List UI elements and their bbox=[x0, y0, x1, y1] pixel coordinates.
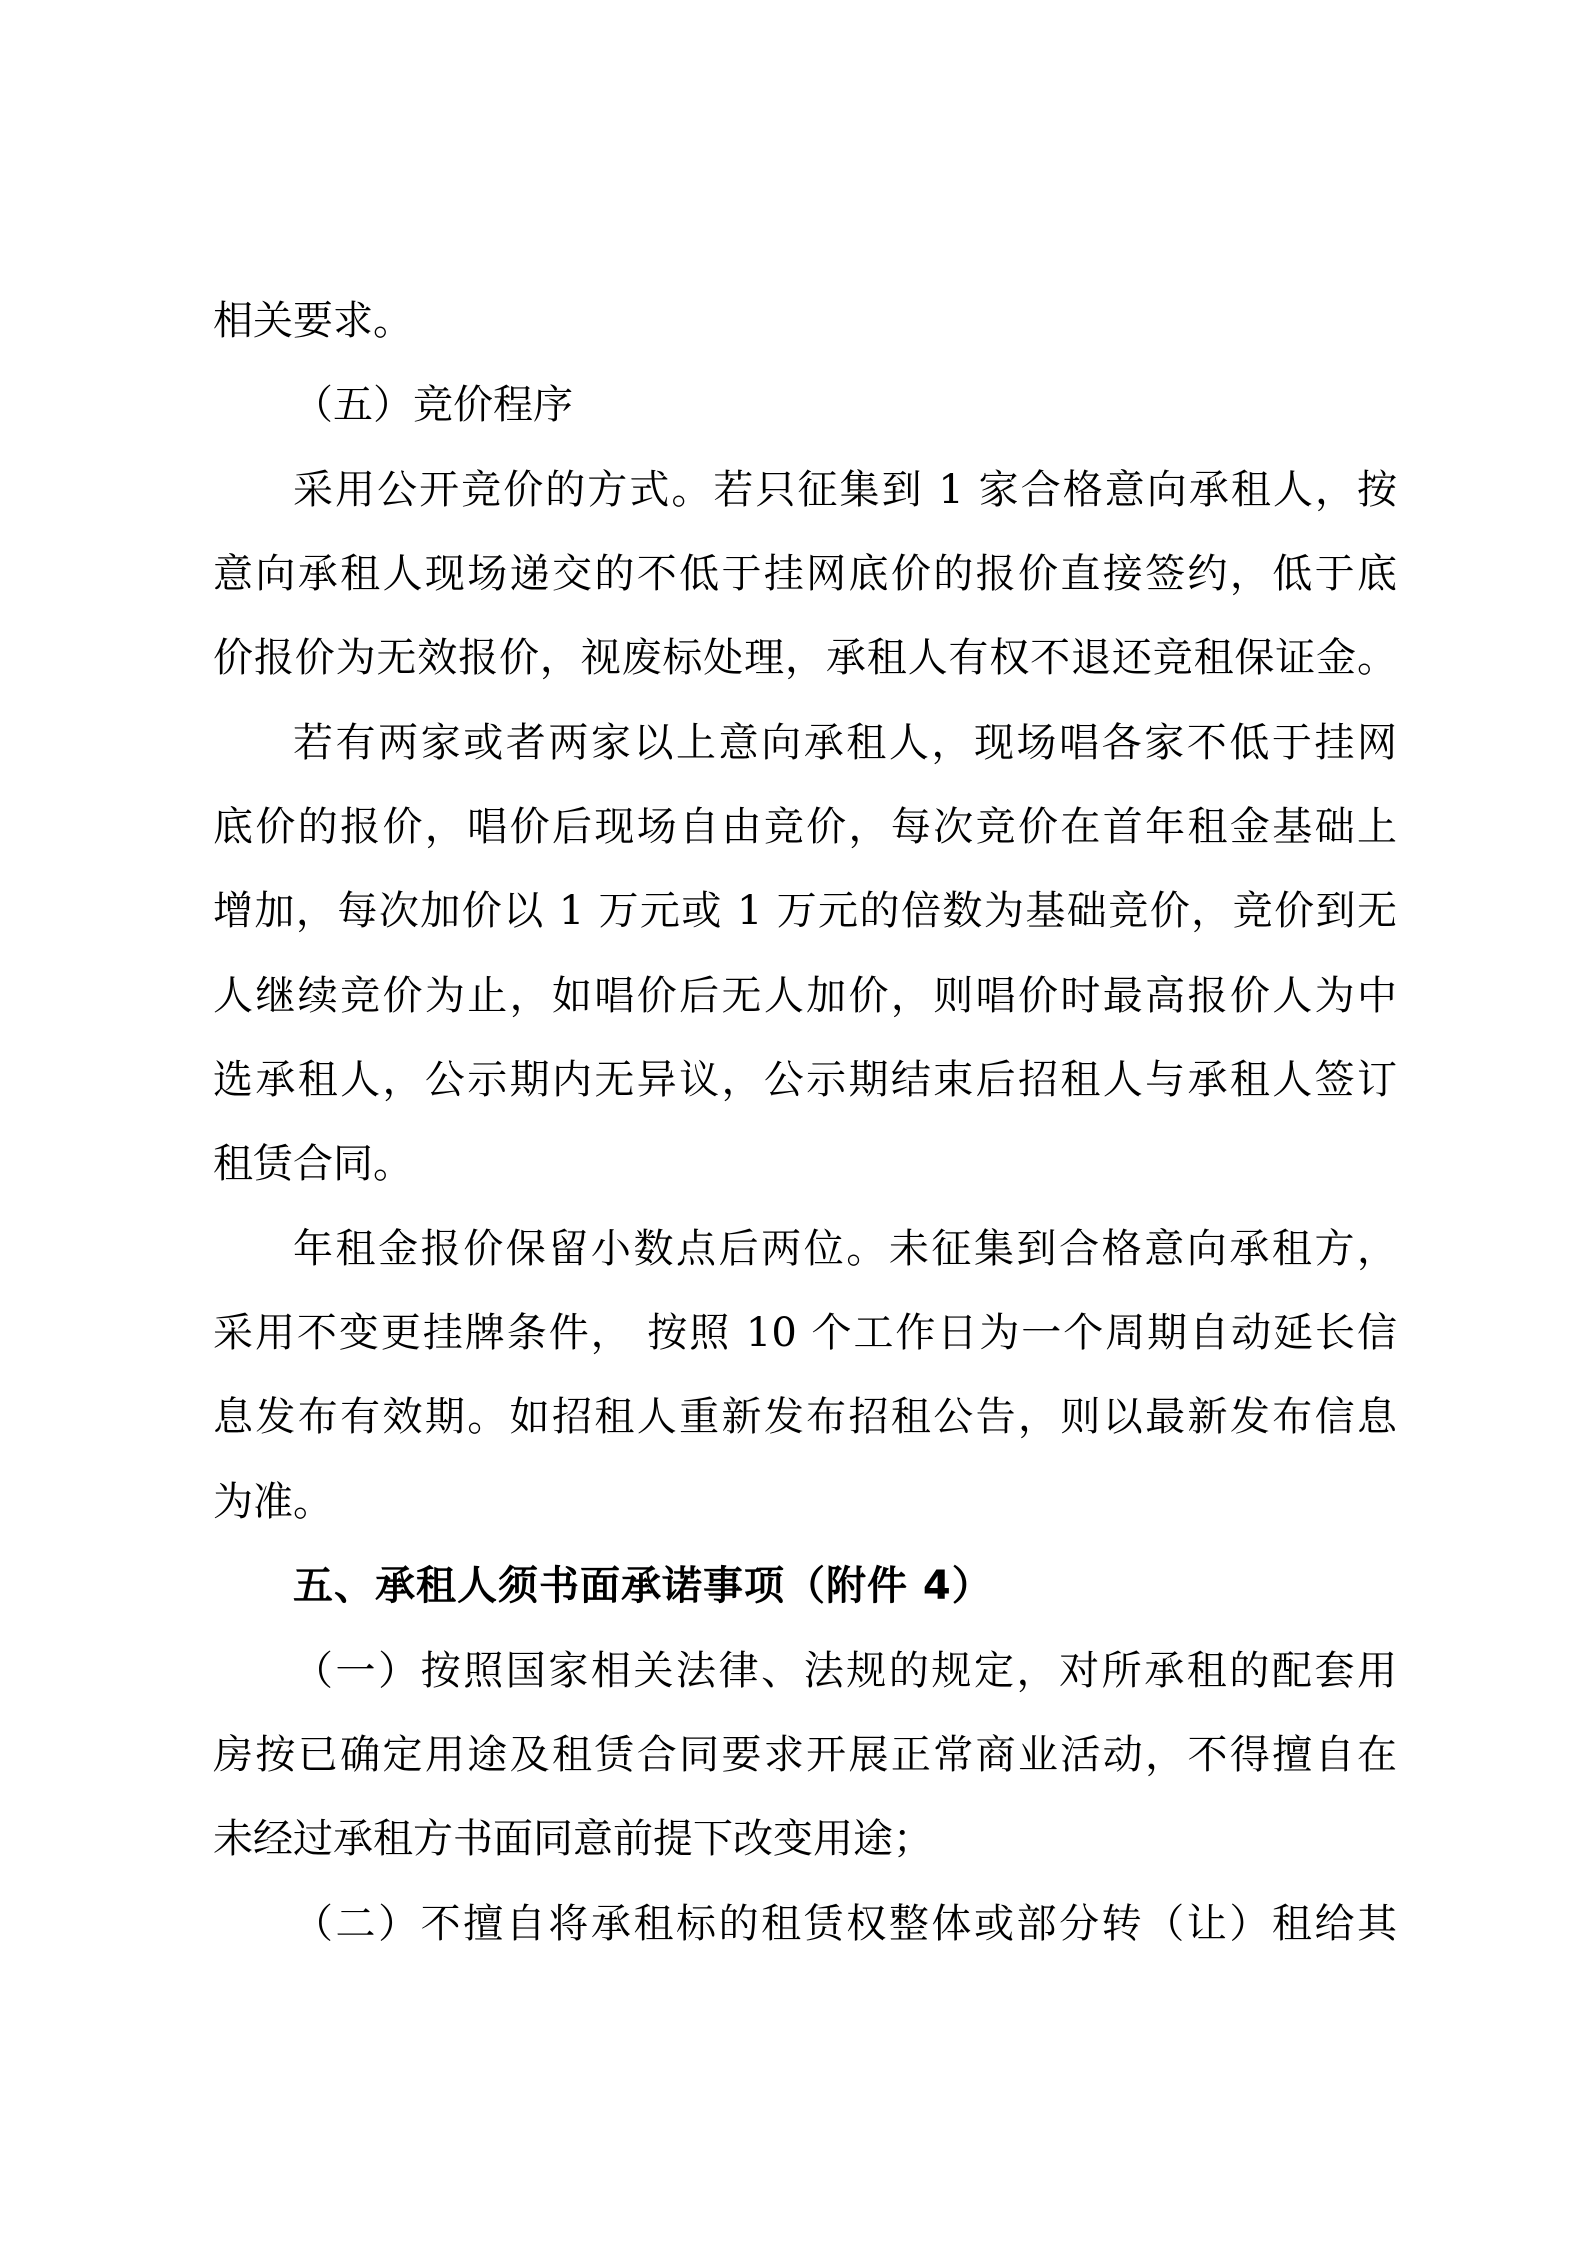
document-line: 人继续竞价为止，如唱价后无人加价，则唱价时最高报价人为中 bbox=[213, 972, 1397, 1019]
document-line: 为准。 bbox=[213, 1478, 333, 1525]
document-line: 息发布有效期。如招租人重新发布招租公告，则以最新发布信息 bbox=[213, 1394, 1397, 1441]
document-heading-line: 五、承租人须书面承诺事项（附件 4） bbox=[293, 1563, 993, 1610]
document-line: 未经过承租方书面同意前提下改变用途； bbox=[213, 1816, 933, 1863]
document-line: 采用不变更挂牌条件， 按照 10 个工作日为一个周期自动延长信 bbox=[213, 1310, 1397, 1357]
document-line: 相关要求。 bbox=[213, 298, 413, 344]
document-text-block bbox=[213, 279, 1397, 1966]
document-line: 价报价为无效报价，视废标处理，承租人有权不退还竞租保证金。 bbox=[213, 635, 1397, 682]
document-line: （二）不擅自将承租标的租赁权整体或部分转（让）租给其 bbox=[293, 1900, 1397, 1947]
document-line: 意向承租人现场递交的不低于挂网底价的报价直接签约，低于底 bbox=[213, 551, 1397, 598]
document-line: 年租金报价保留小数点后两位。未征集到合格意向承租方， bbox=[293, 1225, 1397, 1272]
document-line: （一）按照国家相关法律、法规的规定，对所承租的配套用 bbox=[293, 1647, 1397, 1694]
document-line: 租赁合同。 bbox=[213, 1141, 413, 1188]
document-line: 房按已确定用途及租赁合同要求开展正常商业活动，不得擅自在 bbox=[213, 1731, 1397, 1778]
document-line: 增加，每次加价以 1 万元或 1 万元的倍数为基础竞价，竞价到无 bbox=[213, 888, 1397, 935]
document-line: 采用公开竞价的方式。若只征集到 1 家合格意向承租人，按 bbox=[293, 466, 1397, 513]
document-line: 底价的报价，唱价后现场自由竞价，每次竞价在首年租金基础上 bbox=[213, 804, 1397, 851]
document-line: 若有两家或者两家以上意向承租人，现场唱各家不低于挂网 bbox=[293, 719, 1397, 766]
document-line: （五）竞价程序 bbox=[293, 382, 573, 429]
document-line: 选承租人，公示期内无异议，公示期结束后招租人与承租人签订 bbox=[213, 1057, 1397, 1104]
